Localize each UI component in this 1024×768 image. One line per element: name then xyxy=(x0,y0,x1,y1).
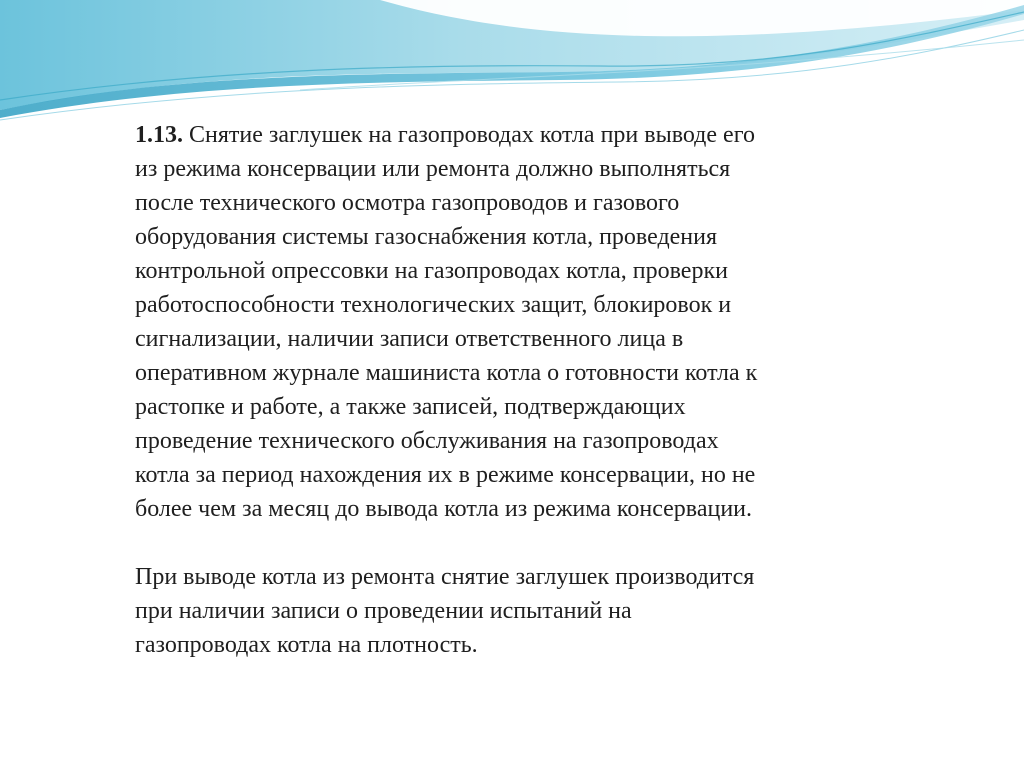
paragraph-2 xyxy=(135,560,895,662)
text-line: оборудования системы газоснабжения котла, проведения xyxy=(135,224,718,250)
text-line: оперативном журнале машиниста котла о готовности котла к xyxy=(135,360,758,386)
clause-number: 1.13. xyxy=(135,122,183,148)
text-line: из режима консервации или ремонта должно выполняться xyxy=(135,156,731,182)
decorative-wave-header xyxy=(0,0,1024,130)
text-line: проведение технического обслуживания на газопроводах xyxy=(135,428,719,454)
text-line: более чем за месяц до вывода котла из режима консервации. xyxy=(135,496,753,522)
body-text xyxy=(135,118,895,662)
text-line: При выводе котла из ремонта снятие заглушек производится xyxy=(135,564,755,590)
text-line: контрольной опрессовки на газопроводах котла, проверки xyxy=(135,258,728,284)
text-line: при наличии записи о проведении испытаний на xyxy=(135,598,632,624)
text-line: после технического осмотра газопроводов и газового xyxy=(135,190,680,216)
text-line: газопроводах котла на плотность. xyxy=(135,632,478,658)
text-line: растопке и работе, а также записей, подтверждающих xyxy=(135,394,686,420)
text-line: котла за период нахождения их в режиме консервации, но не xyxy=(135,462,756,488)
paragraph-1 xyxy=(135,118,895,526)
text-line: работоспособности технологических защит, блокировок и xyxy=(135,292,732,318)
text-line: Снятие заглушек на газопроводах котла при выводе его xyxy=(183,122,755,148)
text-line: сигнализации, наличии записи ответственного лица в xyxy=(135,326,684,352)
